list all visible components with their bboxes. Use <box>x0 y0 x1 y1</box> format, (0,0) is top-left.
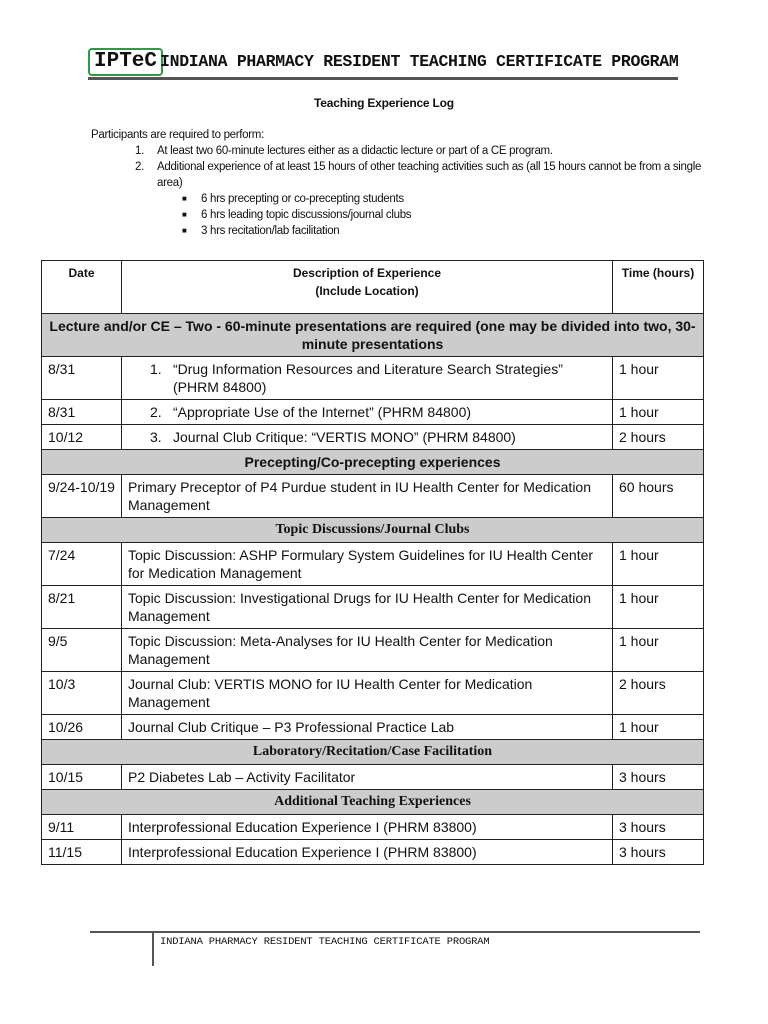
section-title: Laboratory/Recitation/Case Facilitation <box>42 740 704 765</box>
item-text: “Appropriate Use of the Internet” (PHRM 84800) <box>173 404 472 420</box>
row-date: 9/24-10/19 <box>42 475 122 518</box>
header-description <box>122 261 613 314</box>
row-description: Topic Discussion: Investigational Drugs for IU Health Center for Medication Management <box>122 586 613 629</box>
row-time: 3 hours <box>613 815 704 840</box>
row-description: Interprofessional Education Experience I (PHRM 83800) <box>122 815 613 840</box>
bullet-item <box>182 223 711 239</box>
section-title: Additional Teaching Experiences <box>42 790 704 815</box>
section-title: Lecture and/or CE – Two - 60-minute presentations are required (one may be divided into two, 30-minute presentations <box>42 314 704 357</box>
row-date: 9/11 <box>42 815 122 840</box>
row-description: Journal Club Critique – P3 Professional Practice Lab <box>122 715 613 740</box>
header-rule <box>88 77 678 80</box>
header-time: Time (hours) <box>613 261 704 314</box>
row-time: 1 hour <box>613 357 704 400</box>
table-row <box>42 629 704 672</box>
section-row-lecture <box>42 314 704 357</box>
bullet-text: 3 hrs recitation/lab facilitation <box>201 225 340 237</box>
requirement-item <box>135 159 711 191</box>
footer-divider <box>152 931 154 966</box>
table-row <box>42 815 704 840</box>
row-date: 10/3 <box>42 672 122 715</box>
activity-bullets <box>182 191 711 239</box>
row-description: Journal Club: VERTIS MONO for IU Health Center for Medication Management <box>122 672 613 715</box>
requirements-list <box>135 143 711 191</box>
bullet-square-icon: ■ <box>182 194 187 203</box>
requirement-text: Additional experience of at least 15 hours of other teaching activities such as (all 15 hours cannot be from a single area) <box>157 161 702 189</box>
bullet-text: 6 hrs leading topic discussions/journal clubs <box>201 209 412 221</box>
table-row <box>42 425 704 450</box>
bullet-item <box>182 207 711 223</box>
section-row-precepting <box>42 450 704 475</box>
row-description <box>122 425 613 450</box>
section-title: Topic Discussions/Journal Clubs <box>42 518 704 543</box>
row-time: 2 hours <box>613 672 704 715</box>
table-row <box>42 765 704 790</box>
table-row <box>42 840 704 865</box>
row-date: 7/24 <box>42 543 122 586</box>
section-title: Precepting/Co-precepting experiences <box>42 450 704 475</box>
row-date: 8/21 <box>42 586 122 629</box>
table-header-row <box>42 261 704 314</box>
row-date: 9/5 <box>42 629 122 672</box>
row-description: Topic Discussion: Meta-Analyses for IU Health Center for Medication Management <box>122 629 613 672</box>
table-row <box>42 586 704 629</box>
table-row <box>42 357 704 400</box>
row-date: 11/15 <box>42 840 122 865</box>
row-description: P2 Diabetes Lab – Activity Facilitator <box>122 765 613 790</box>
requirement-text: At least two 60-minute lectures either as a didactic lecture or part of a CE program. <box>157 145 553 157</box>
document-title: Teaching Experience Log <box>314 96 454 110</box>
bullet-text: 6 hrs precepting or co-precepting students <box>201 193 404 205</box>
row-time: 1 hour <box>613 715 704 740</box>
requirement-number: 2. <box>135 161 144 173</box>
bullet-square-icon: ■ <box>182 210 187 219</box>
header-date: Date <box>42 261 122 314</box>
row-description <box>122 357 613 400</box>
row-date: 8/31 <box>42 400 122 425</box>
table-row <box>42 475 704 518</box>
intro-lead: Participants are required to perform: <box>91 129 264 141</box>
row-date: 10/15 <box>42 765 122 790</box>
table-row <box>42 543 704 586</box>
header-description-line1: Description of Experience <box>292 266 442 280</box>
table-row <box>42 400 704 425</box>
row-date: 8/31 <box>42 357 122 400</box>
footer-rule <box>90 931 700 933</box>
table-row <box>42 715 704 740</box>
row-description: Primary Preceptor of P4 Purdue student in IU Health Center for Medication Management <box>122 475 613 518</box>
header-title: INDIANA PHARMACY RESIDENT TEACHING CERTIFICATE PROGRAM <box>160 52 679 71</box>
row-date: 10/12 <box>42 425 122 450</box>
item-text: Journal Club Critique: “VERTIS MONO” (PHRM 84800) <box>173 429 516 445</box>
row-date: 10/26 <box>42 715 122 740</box>
iptec-logo: IPTeC <box>88 48 163 76</box>
row-time: 3 hours <box>613 840 704 865</box>
requirements-intro <box>91 127 711 239</box>
row-time: 1 hour <box>613 586 704 629</box>
bullet-square-icon: ■ <box>182 226 187 235</box>
row-description: Topic Discussion: ASHP Formulary System Guidelines for IU Health Center for Medication Management <box>122 543 613 586</box>
item-text: “Drug Information Resources and Literature Search Strategies” (PHRM 84800) <box>173 361 563 395</box>
requirement-number: 1. <box>135 145 144 157</box>
section-row-additional-teaching <box>42 790 704 815</box>
table-row <box>42 672 704 715</box>
row-time: 60 hours <box>613 475 704 518</box>
row-description <box>122 400 613 425</box>
row-time: 2 hours <box>613 425 704 450</box>
row-time: 1 hour <box>613 543 704 586</box>
page-header <box>88 46 678 80</box>
section-row-topic-discussions <box>42 518 704 543</box>
bullet-item <box>182 191 711 207</box>
row-time: 1 hour <box>613 629 704 672</box>
item-number: 3. <box>150 429 162 445</box>
footer-text: INDIANA PHARMACY RESIDENT TEACHING CERTIFICATE PROGRAM <box>160 936 490 948</box>
header-description-line2: (Include Location) <box>315 284 419 298</box>
requirement-item <box>135 143 711 159</box>
row-time: 1 hour <box>613 400 704 425</box>
experience-log-table <box>41 260 704 865</box>
item-number: 1. <box>150 361 162 377</box>
section-row-lab-facilitation <box>42 740 704 765</box>
item-number: 2. <box>150 404 162 420</box>
row-description: Interprofessional Education Experience I (PHRM 83800) <box>122 840 613 865</box>
row-time: 3 hours <box>613 765 704 790</box>
